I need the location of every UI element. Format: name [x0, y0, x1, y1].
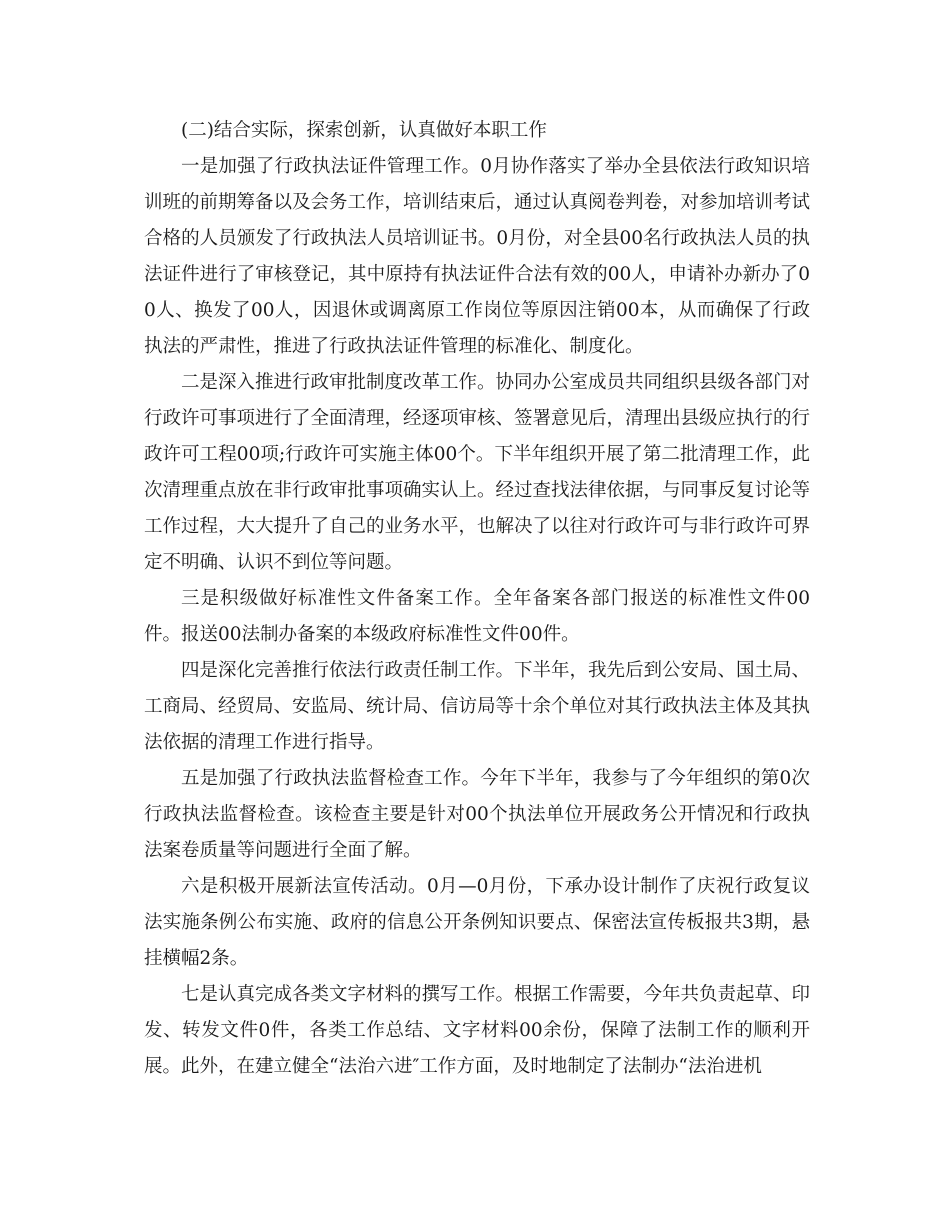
paragraph-supervision-inspection: 五是加强了行政执法监督检查工作。今年下半年，我参与了今年组织的第0次行政执法监督检查。该检查主要是针对00个执法单位开展政务公开情况和行政执法案卷质量等问题进行全面了解。 [144, 768, 810, 861]
document-body [144, 113, 810, 1085]
paragraph-responsibility-system: 四是深化完善推行依法行政责任制工作。下半年，我先后到公安局、国土局、工商局、经贸局、安监局、统计局、信访局等十余个单位对其行政执法主体及其执法依据的清理工作进行指导。 [144, 660, 811, 753]
paragraph-writing-work: 七是认真完成各类文字材料的撰写工作。根据工作需要，今年共负责起草、印发、转发文件0件，各类工作总结、文字材料00余份，保障了法制工作的顺利开展。此外，在建立健全“法治六进″工作方面，及时地制定了法制办“法治进机 [144, 984, 811, 1077]
paragraph-law-publicity: 六是积极开展新法宣传活动。0月—0月份，下承办设计制作了庆祝行政复议法实施条例公布实施、政府的信息公开条例知识要点、保密法宣传板报共3期，悬挂横幅2条。 [144, 876, 810, 969]
paragraph-approval-reform: 二是深入推进行政审批制度改革工作。协同办公室成员共同组织县级各部门对行政许可事项进行了全面清理，经逐项审核、签署意见后，清理出县级应执行的行政许可工程00项;行政许可实施主体00个。下半年组织开展了第二批清理工作，此次清理重点放在非行政审批事项确实认上。经过查找法律依据，与同事反复讨论等工作过程，大大提升了自己的业务水平，也解决了以往对行政许可与非行政许可界定不明确、认识不到位等问题。 [144, 372, 811, 573]
paragraph-certificate-management: 一是加强了行政执法证件管理工作。0月协作落实了举办全县依法行政知识培训班的前期筹备以及会务工作，培训结束后，通过认真阅卷判卷，对参加培训考试合格的人员颁发了行政执法人员培训证书。0月份，对全县00名行政执法人员的执法证件进行了审核登记，其中原持有执法证件合法有效的00人，申请补办新办了00人、换发了00人，因退休或调离原工作岗位等原因注销00本，从而确保了行政执法的严肃性，推进了行政执法证件管理的标准化、制度化。 [144, 156, 811, 357]
paragraph-document-filing: 三是积级做好标准性文件备案工作。全年备案各部门报送的标准性文件00件。报送00法制办备案的本级政府标准性文件00件。 [144, 588, 810, 645]
section-heading: (二)结合实际，探索创新，认真做好本职工作 [181, 120, 547, 141]
